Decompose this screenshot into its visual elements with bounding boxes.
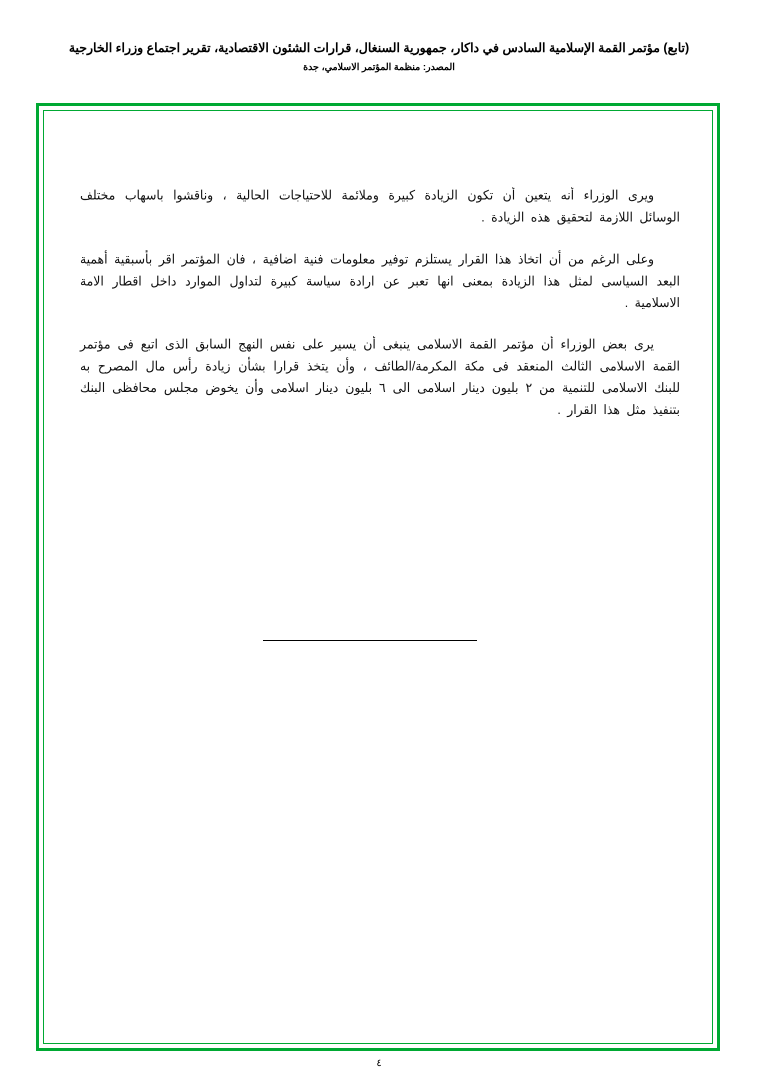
paragraph: يرى بعض الوزراء أن مؤتمر القمة الاسلامى ينبغى أن يسير على نفس النهج السابق الذى اتبع فى مؤتمر القمة الاسلامى الثالث المنعقد فى مكة المكرمة/الطائف ، وأن يتخذ قرارا بشأن زيادة رأس مال المصرح به للبنك الاسلامى للتنمية من ٢ بليون دينار اسلامى الى ٦ بليون دينار اسلامى وأن يخوض مجلس محافظى البنك بتنفيذ مثل هذا القرار . — [80, 337, 680, 418]
header-title: (تابع) مؤتمر القمة الإسلامية السادس في داكار، جمهورية السنغال، قرارات الشئون الاقتصادية، تقرير اجتماع وزراء الخارجية — [68, 41, 690, 55]
page-number: ٤ — [376, 1058, 382, 1069]
page-header — [0, 40, 758, 73]
header-source: المصدر: منظمة المؤتمر الاسلامي، جدة — [303, 62, 455, 73]
paragraph: ويرى الوزراء أنه يتعين أن تكون الزيادة كبيرة وملائمة للاحتياجات الحالية ، وناقشوا باسهاب مختلف الوسائل اللازمة لتحقيق هذه الزيادة . — [80, 188, 680, 225]
document-body — [80, 185, 680, 418]
paragraph: وعلى الرغم من أن اتخاذ هذا القرار يستلزم توفير معلومات فنية اضافية ، فان المؤتمر اقر بأسبقية أهمية البعد السياسى لمثل هذا الزيادة بمعنى انها تعبر عن ارادة سياسة كبيرة لتداول الموارد داخل اقطار الامة الاسلامية . — [80, 252, 680, 311]
horizontal-rule — [263, 640, 477, 641]
